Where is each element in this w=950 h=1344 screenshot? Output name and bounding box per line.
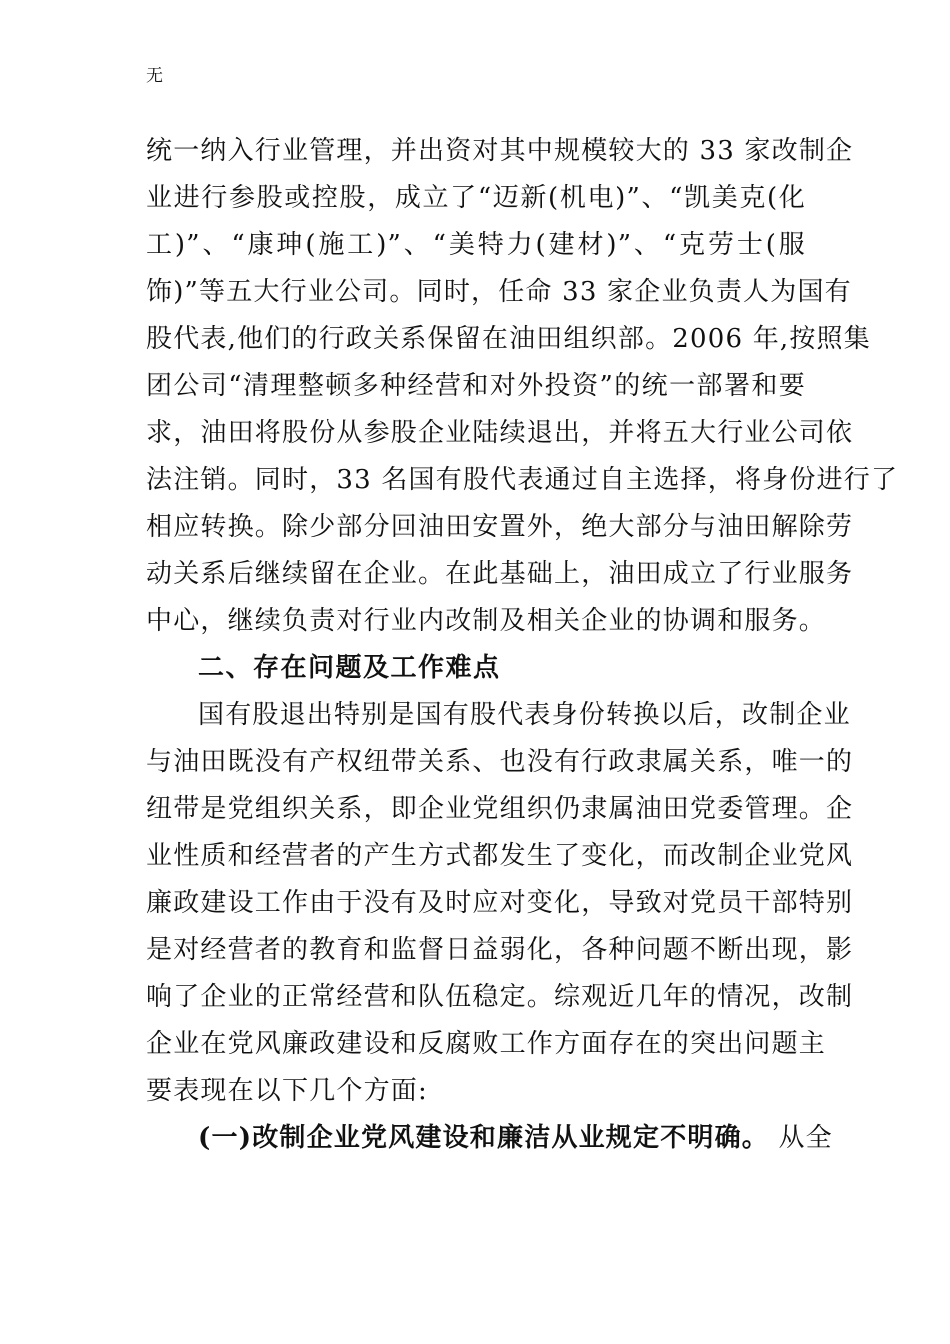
paragraph-line: 国有股退出特别是国有股代表身份转换以后，改制企业	[198, 700, 851, 730]
paragraph-line: 是对经营者的教育和监督日益弱化，各种问题不断出现，影	[146, 935, 854, 965]
section-heading: 二、存在问题及工作难点	[198, 653, 501, 683]
header-mark: 无	[146, 66, 163, 86]
paragraph-line: 动关系后继续留在企业。在此基础上，油田成立了行业服务	[146, 559, 854, 589]
paragraph-line: 廉政建设工作由于没有及时应对变化，导致对党员干部特别	[146, 888, 854, 918]
paragraph-line: 相应转换。除少部分回油田安置外，绝大部分与油田解除劳	[146, 512, 854, 542]
subsection-line	[146, 1115, 833, 1162]
paragraph-line: 企业在党风廉政建设和反腐败工作方面存在的突出问题主	[146, 1029, 827, 1059]
body-text	[146, 128, 899, 1162]
paragraph-line: 法注销。同时，33 名国有股代表通过自主选择，将身份进行了	[146, 465, 899, 495]
paragraph-1	[146, 128, 899, 645]
paragraph-line: 股代表,他们的行政关系保留在油田组织部。2006 年,按照集	[146, 324, 871, 354]
paragraph-line: 业性质和经营者的产生方式都发生了变化，而改制企业党风	[146, 841, 854, 871]
paragraph-line: 与油田既没有产权纽带关系、也没有行政隶属关系，唯一的	[146, 747, 854, 777]
paragraph-2	[146, 692, 854, 1115]
paragraph-line: 纽带是党组织关系，即企业党组织仍隶属油田党委管理。企	[146, 794, 854, 824]
paragraph-line: 工)”、“康珅(施工)”、“美特力(建材)”、“克劳士(服	[146, 230, 806, 260]
paragraph-line: 团公司“清理整顿多种经营和对外投资”的统一部署和要	[146, 371, 806, 401]
paragraph-line: 统一纳入行业管理，并出资对其中规模较大的 33 家改制企	[146, 136, 854, 166]
paragraph-line: 求，油田将股份从参股企业陆续退出，并将五大行业公司依	[146, 418, 854, 448]
subsection-heading: (一)改制企业党风建设和廉洁从业规定不明确。	[198, 1123, 770, 1153]
paragraph-line: 业进行参股或控股，成立了“迈新(机电)”、“凯美克(化	[146, 183, 806, 213]
subsection-continuation: 从全	[769, 1123, 833, 1153]
paragraph-line: 响了企业的正常经营和队伍稳定。综观近几年的情况，改制	[146, 982, 854, 1012]
paragraph-line: 要表现在以下几个方面:	[146, 1076, 428, 1106]
paragraph-line: 饰)”等五大行业公司。同时，任命 33 家企业负责人为国有	[146, 277, 852, 307]
paragraph-line: 中心，继续负责对行业内改制及相关企业的协调和服务。	[146, 606, 827, 636]
